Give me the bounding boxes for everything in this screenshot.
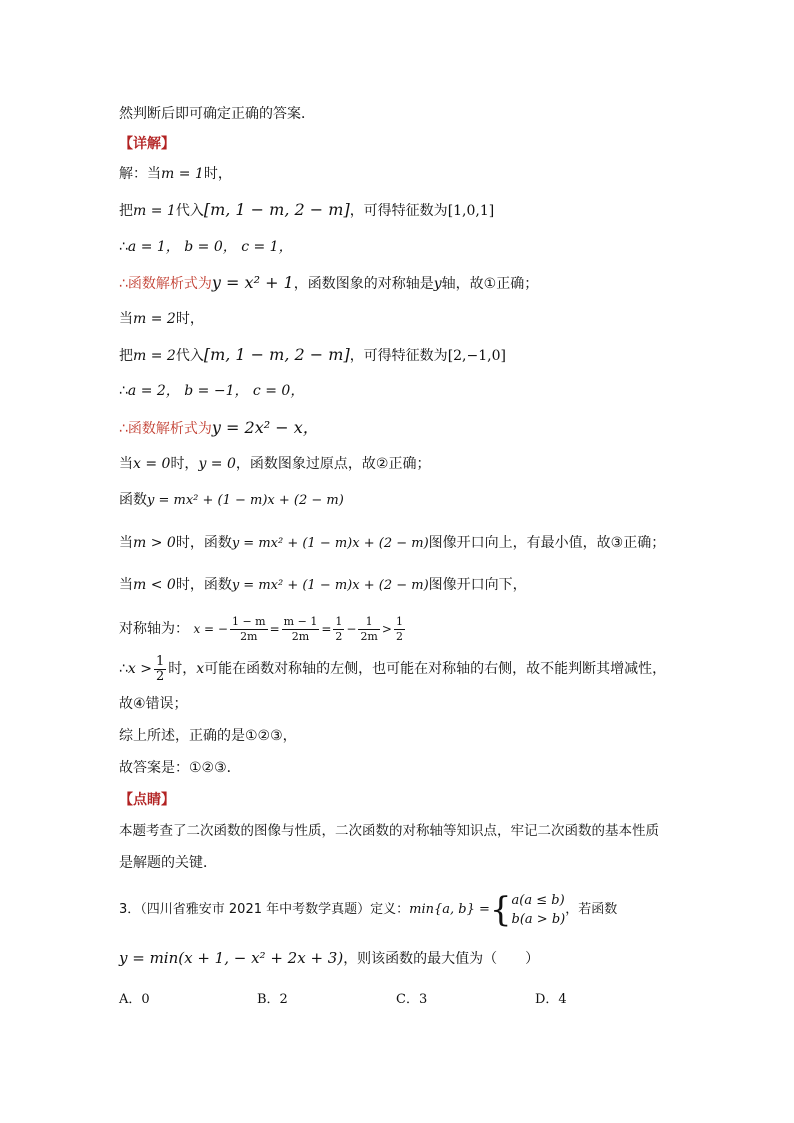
- text-line: [119, 200, 494, 221]
- option-text: A．0: [119, 992, 150, 1007]
- text: ∴: [119, 239, 128, 255]
- text: 故④错误；: [119, 696, 188, 712]
- math: y = 2x² − x，: [211, 418, 319, 437]
- text: 轴，故①正确；: [441, 276, 539, 292]
- text-line: [119, 309, 204, 329]
- text: 函数: [119, 492, 147, 508]
- text-line: [119, 490, 344, 511]
- math: y = min(x + 1, − x² + 2x + 3): [119, 949, 344, 967]
- math: x = −: [193, 622, 228, 636]
- text: 时，: [170, 456, 199, 472]
- text: 代入: [175, 203, 204, 219]
- math: [2,−1,0]: [447, 348, 506, 364]
- option-b: [257, 988, 288, 1007]
- text: ，函数图象过原点，故②正确；: [235, 456, 431, 472]
- case: a(a ≤ b): [511, 892, 565, 908]
- denominator: 2: [156, 668, 165, 684]
- denominator: 2m: [291, 629, 310, 643]
- text-line: [119, 758, 241, 778]
- math: x = 0: [133, 456, 171, 472]
- option-a: [119, 988, 150, 1007]
- text-line: [119, 533, 665, 554]
- numerator: 1: [358, 615, 379, 630]
- text: 时，函数: [175, 577, 232, 593]
- text-line: [119, 273, 538, 294]
- question-text: 3．（四川省雅安市 2021 年中考数学真题）定义：: [119, 902, 410, 917]
- option-text: C．3: [396, 992, 428, 1007]
- heading-text: 【详解】: [119, 136, 175, 152]
- section-heading-detail: [119, 134, 175, 154]
- denominator: 2m: [360, 629, 378, 643]
- text: 对称轴为：: [119, 621, 189, 637]
- text: 代入: [175, 348, 204, 364]
- math: min{a, b} =: [409, 902, 490, 917]
- question-3-line-1: 3．（四川省雅安市 2021 年中考数学真题）定义：min{a, b} ={ a(a ≤ b) b(a > b) ，若函数: [119, 889, 618, 930]
- math: m = 1: [133, 203, 176, 219]
- math: m = 2: [133, 348, 176, 364]
- text: ∴函数解析式为: [119, 276, 212, 292]
- math: m = 1: [161, 166, 204, 182]
- math: m < 0: [133, 577, 176, 593]
- text: ∴: [119, 383, 128, 399]
- text: 然判断后即可确定正确的答案．: [119, 106, 315, 122]
- text: ∴: [119, 661, 128, 677]
- text-line: 对称轴为： x = − $\frac{1 - m}{2m}$ = $\frac{m - 1}{2m}$ = $\frac{1}{2}$ − $\frac{1}{2m}$ > $\frac{1}{2}$: [119, 614, 403, 643]
- text: 当: [119, 311, 133, 327]
- text: 时，: [168, 661, 197, 677]
- text-line: [119, 454, 430, 474]
- option-c: [396, 988, 427, 1007]
- option-text: B．2: [257, 992, 288, 1007]
- math: m = 2: [133, 311, 176, 327]
- question-text: ，若函数: [565, 902, 618, 917]
- question-3-line-2: [119, 948, 539, 969]
- math: x >: [127, 661, 152, 677]
- math: y = x² + 1: [211, 273, 294, 292]
- numerator: 1: [395, 614, 403, 628]
- text: 综上所述，正确的是①②③，: [119, 728, 297, 744]
- fraction: [154, 655, 166, 684]
- math: m > 0: [133, 535, 176, 551]
- text-line: [119, 575, 527, 596]
- text: 图像开口向上，有最小值，故③正确；: [428, 535, 666, 551]
- case: b(a > b): [511, 911, 566, 927]
- text-line: [119, 694, 188, 714]
- text: 故答案是：①②③．: [119, 760, 241, 776]
- text: ，可得特征数为: [349, 203, 448, 219]
- text: 图像开口向下，: [428, 577, 527, 593]
- text: 当: [119, 535, 133, 551]
- math: y = mx² + (1 − m)x + (2 − m): [231, 536, 429, 551]
- text: ，函数图象的对称轴是: [293, 276, 434, 292]
- math: x: [196, 661, 205, 677]
- numerator: 1: [156, 653, 165, 669]
- text: ∴函数解析式为: [119, 421, 212, 437]
- text-line: [119, 652, 666, 686]
- fraction: [394, 615, 405, 644]
- text: 时，: [175, 311, 204, 327]
- numerator: m − 1: [283, 614, 318, 628]
- text-line: [119, 237, 293, 257]
- numerator: 1: [335, 614, 343, 628]
- text-line: [119, 104, 315, 124]
- text-line: [119, 821, 659, 841]
- fraction: [230, 615, 268, 644]
- math: [m, 1 − m, 2 − m]: [203, 345, 350, 364]
- text: 把: [119, 203, 133, 219]
- text-line: [119, 164, 232, 184]
- fraction: [333, 615, 344, 644]
- numerator: 1 − m: [231, 614, 266, 628]
- option-d: [535, 988, 567, 1007]
- fraction: [358, 615, 379, 644]
- text-line: [119, 418, 319, 439]
- text: 当: [119, 577, 133, 593]
- text-line: [119, 726, 297, 746]
- text-line: [119, 853, 217, 873]
- question-text: ，则该函数的最大值为（ ）: [343, 951, 540, 967]
- math: a = 2， b = −1， c = 0，: [127, 383, 305, 399]
- text: 时，函数: [175, 535, 232, 551]
- text: 时，: [203, 166, 232, 182]
- math: y: [433, 276, 442, 292]
- fraction: [282, 615, 320, 644]
- text: ，可得特征数为: [349, 348, 448, 364]
- heading-text: 【点睛】: [119, 792, 175, 808]
- text: 解：当: [119, 166, 161, 182]
- denominator: 2: [335, 629, 343, 643]
- option-text: D．4: [535, 992, 567, 1007]
- text: 把: [119, 348, 133, 364]
- text: 本题考查了二次函数的图像与性质，二次函数的对称轴等知识点，牢记二次函数的基本性质: [119, 823, 659, 839]
- denominator: 2: [395, 629, 403, 643]
- text: 当: [119, 456, 133, 472]
- text: 可能在函数对称轴的左侧，也可能在对称轴的右侧，故不能判断其增减性，: [204, 661, 667, 677]
- text-line: [119, 381, 304, 401]
- math: y = mx² + (1 − m)x + (2 − m): [231, 578, 429, 593]
- denominator: 2m: [240, 629, 258, 643]
- text-line: [119, 345, 506, 366]
- section-heading-point: [119, 790, 175, 810]
- piecewise-cases: [512, 891, 566, 929]
- math: y = mx² + (1 − m)x + (2 − m): [147, 493, 344, 508]
- text: 是解题的关键．: [119, 855, 217, 871]
- math: a = 1， b = 0， c = 1，: [127, 239, 293, 255]
- math: [1,0,1]: [447, 203, 495, 219]
- math: y = 0: [198, 456, 236, 472]
- math: [m, 1 − m, 2 − m]: [203, 200, 350, 219]
